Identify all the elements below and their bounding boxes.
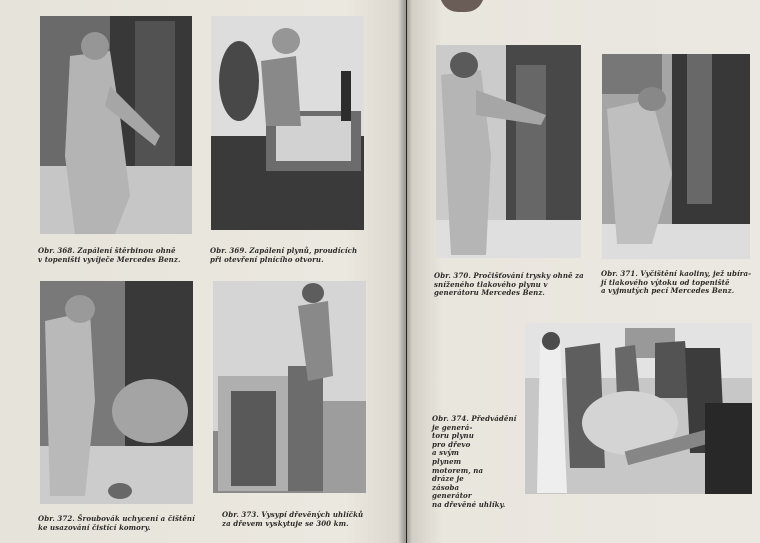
caption-fig-369: Obr. 369. Zapálení plynů, proudících při otevření plnícího otvoru. xyxy=(210,246,358,264)
photo-fig-370 xyxy=(436,45,581,258)
photo-fig-368 xyxy=(40,16,192,234)
photo-fig-374 xyxy=(525,323,752,494)
photo-fig-369 xyxy=(211,16,364,230)
photo-fig-372 xyxy=(40,281,193,504)
book-gutter xyxy=(398,0,412,543)
caption-fig-372: Obr. 372. Šroubovák uchycení a čištění ke usazování čistící komory. xyxy=(38,514,195,532)
caption-fig-371: Obr. 371. Vyčištění kaoliny, jež ubíra- jí tlakového výtoku od topeniště a vyjmutých pecí Mercedes Benz. xyxy=(601,269,752,296)
caption-fig-373: Obr. 373. Vysypí dřevěných uhlíčků za dřevem vyskytuje se 300 km. xyxy=(222,510,364,528)
caption-fig-374: Obr. 374. Předvádění je generá- toru plynu pro dřevo a svým plynem motorem, na dráze je zásoba generátor na dřevěné uhlíky. xyxy=(432,414,517,509)
photo-fig-371 xyxy=(602,54,750,259)
caption-fig-368: Obr. 368. Zapálení štěrbinou ohně v topeništi vyvíječe Mercedes Benz. xyxy=(38,246,181,264)
caption-fig-370: Obr. 370. Pročišťování trysky ohně za sníženého tlakového plynu v generátoru Mercedes Benz. xyxy=(434,271,584,298)
photo-fig-373 xyxy=(213,281,366,493)
